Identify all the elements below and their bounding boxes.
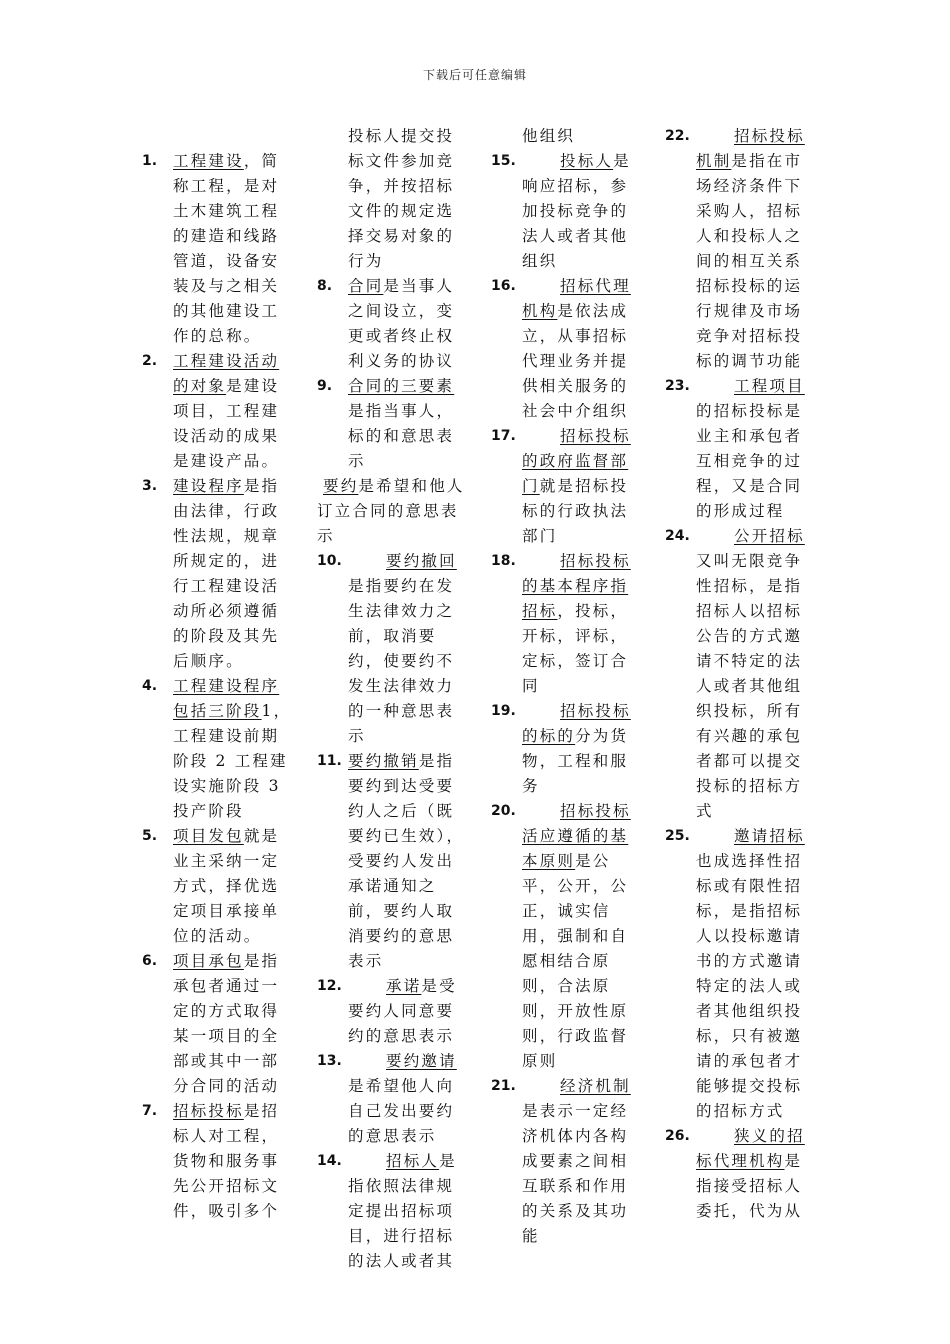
item-number: 21.: [491, 1078, 516, 1094]
item-number: 4.: [142, 678, 158, 694]
term: 工程项目: [734, 377, 805, 395]
list-item-11: [317, 749, 467, 974]
list-item-17: [491, 424, 641, 549]
list-item-21: [491, 1074, 641, 1249]
definition: 是指要约在发生法律效力之前，取消要约，使要约不发生法律效力的一种意思表示: [348, 577, 455, 745]
term: 狭义的招标代理机构: [696, 1127, 805, 1170]
item-number: 22.: [665, 128, 690, 144]
definition: ，简称工程，是对土木建筑工程的建造和线路管道，设备安装及与之相关的其他建设工作的总称。: [173, 152, 280, 345]
page-header: 下载后可任意编辑: [422, 68, 527, 82]
item-number: 3.: [142, 478, 158, 494]
list-item-13: [317, 1049, 467, 1149]
term: 合同的三要素: [348, 377, 455, 395]
list-item-19: [491, 699, 641, 799]
list-item-9: [317, 374, 467, 474]
item-number: 26.: [665, 1128, 690, 1144]
item-number: 17.: [491, 428, 516, 444]
list-item-20: [491, 799, 641, 1074]
item-number: 8.: [317, 278, 333, 294]
definition: 是响应招标，参加投标竞争的法人或者其他组织: [522, 152, 631, 270]
list-item-22: [665, 124, 815, 374]
list-item-24: [665, 524, 815, 824]
item-number: 24.: [665, 528, 690, 544]
term: 要约: [323, 477, 359, 495]
item-number: 13.: [317, 1053, 342, 1069]
definition: 就是招标投标的行政执法部门: [522, 477, 629, 545]
definition: 是依法成立，从事招标代理业务并提供相关服务的社会中介组织: [522, 302, 629, 420]
definition: 1，工程建设前期阶段 2 工程建设实施阶段 3投产阶段: [173, 702, 292, 820]
item-number: 11.: [317, 753, 342, 769]
item-number: 15.: [491, 153, 516, 169]
item-number: 2.: [142, 353, 158, 369]
definition: 是指依照法律规定提出招标项目，进行招标的法人或者其: [348, 1152, 457, 1270]
definition: 分为货物，工程和服务: [522, 727, 629, 795]
list-item-4: [142, 674, 292, 824]
term: 建设程序: [173, 477, 244, 495]
list-item-15: [491, 149, 641, 274]
definition: 是希望他人向自己发出要约的意思表示: [348, 1077, 455, 1145]
definition: 是建设项目，工程建设活动的成果是建设产品。: [173, 377, 280, 470]
column-2: [317, 124, 467, 1274]
item-number: 19.: [491, 703, 516, 719]
column-1: [142, 149, 292, 1224]
definition: 是表示一定经济机体内各构成要素之间相互联系和作用的关系及其功能: [522, 1102, 629, 1245]
term: 招标投标的标的: [522, 702, 631, 745]
term: 工程建设: [173, 152, 244, 170]
item-number: 12.: [317, 978, 342, 994]
term: 招标投标的基本程序指招标: [522, 552, 631, 620]
term: 招标投标机制: [696, 127, 805, 170]
definition: 就是业主采纳一定方式，择优选定项目承接单位的活动。: [173, 827, 280, 945]
list-item-25: [665, 824, 815, 1124]
continuation-text: 投标人提交投标文件参加竞争，并按招标文件的规定选择交易对象的行为: [348, 127, 455, 270]
term: 招标人: [386, 1152, 440, 1170]
item-number: 16.: [491, 278, 516, 294]
term: 投标人: [560, 152, 614, 170]
list-item-23: [665, 374, 815, 524]
item-number: 14.: [317, 1153, 342, 1169]
definition: 是受要约人同意要约的意思表示: [348, 977, 457, 1045]
definition: 又叫无限竞争性招标，是指招标人以招标公告的方式邀请不特定的法人或者其他组织投标，所有有兴趣的承包者都可以提交投标的招标方式: [696, 552, 803, 820]
list-item-16: [491, 274, 641, 424]
term: 承诺: [386, 977, 422, 995]
definition: 是希望和他人订立合同的意思表示: [317, 477, 465, 545]
list-item-6: [142, 949, 292, 1099]
term: 工程建设程序包括三阶段: [173, 677, 280, 720]
item-number: 25.: [665, 828, 690, 844]
term: 项目发包: [173, 827, 244, 845]
definition: 是指当事人，标的和意思表示: [348, 402, 455, 470]
list-item-3: [142, 474, 292, 674]
list-item-14: [317, 1149, 467, 1274]
definition: 是当事人之间设立，变更或者终止权利义务的协议: [348, 277, 455, 370]
list-item-12: [317, 974, 467, 1049]
term: 招标投标的政府监督部门: [522, 427, 631, 495]
term: 邀请招标: [734, 827, 805, 845]
term: 经济机制: [560, 1077, 631, 1095]
definition: ，投标，开标，评标，定标，签订合同: [522, 602, 629, 695]
definition: 是指接受招标人委托，代为从: [696, 1152, 803, 1220]
list-item-10: [317, 549, 467, 749]
item-number: 5.: [142, 828, 158, 844]
term: 招标投标: [173, 1102, 244, 1120]
item-number: 18.: [491, 553, 516, 569]
item-number: 10.: [317, 553, 342, 569]
definition: 是指承包者通过一定的方式取得某一项目的全部或其中一部分合同的活动: [173, 952, 280, 1095]
term: 公开招标: [734, 527, 805, 545]
term: 要约邀请: [386, 1052, 457, 1070]
list-item-1: [142, 149, 292, 349]
definition: 是招标人对工程，货物和服务事先公开招标文件，吸引多个: [173, 1102, 280, 1220]
term: 要约撤回: [386, 552, 457, 570]
column-4: [665, 124, 815, 1224]
item-number: 7.: [142, 1103, 158, 1119]
definition: 是指由法律，行政性法规，规章所规定的，进行工程建设活动所必须遵循的阶段及其先后顺序。: [173, 477, 280, 670]
list-item-2: [142, 349, 292, 474]
term: 要约撤销: [348, 752, 419, 770]
list-item-8: [317, 274, 467, 374]
item-number: 1.: [142, 153, 158, 169]
item-number: 23.: [665, 378, 690, 394]
term: 合同: [348, 277, 384, 295]
definition: 是指要约到达受要约人之后（既要约已生效），受要约人发出承诺通知之前，要约人取消要约的意思表示: [348, 752, 465, 970]
definition: 的招标投标是业主和承包者互相竞争的过程，又是合同的形成过程: [696, 402, 803, 520]
definition: 也成选择性招标或有限性招标，是指招标人以投标邀请书的方式邀请特定的法人或者其他组织投标，只有被邀请的承包者才能够提交投标的招标方式: [696, 852, 803, 1120]
continuation-text: 他组织: [522, 127, 576, 145]
definition: 是公平，公开，公正，诚实信用，强制和自愿相结合原则，合法原则，开放性原则，行政监督原则: [522, 852, 629, 1070]
term: 项目承包: [173, 952, 244, 970]
paragraph-offer: [317, 474, 467, 549]
term: 工程建设活动的对象: [173, 352, 280, 395]
item-number: 20.: [491, 803, 516, 819]
list-item-5: [142, 824, 292, 949]
definition: 是指在市场经济条件下采购人，招标人和投标人之间的相互关系招标投标的运行规律及市场竞争对招标投标的调节功能: [696, 152, 803, 370]
item-number: 9.: [317, 378, 333, 394]
list-item-26: [665, 1124, 815, 1224]
term: 招标投标活应遵循的基本原则: [522, 802, 631, 870]
list-item-18: [491, 549, 641, 699]
term: 招标代理机构: [522, 277, 631, 320]
list-item-7: [142, 1099, 292, 1224]
item-number: 6.: [142, 953, 158, 969]
column-3: [491, 124, 641, 1249]
